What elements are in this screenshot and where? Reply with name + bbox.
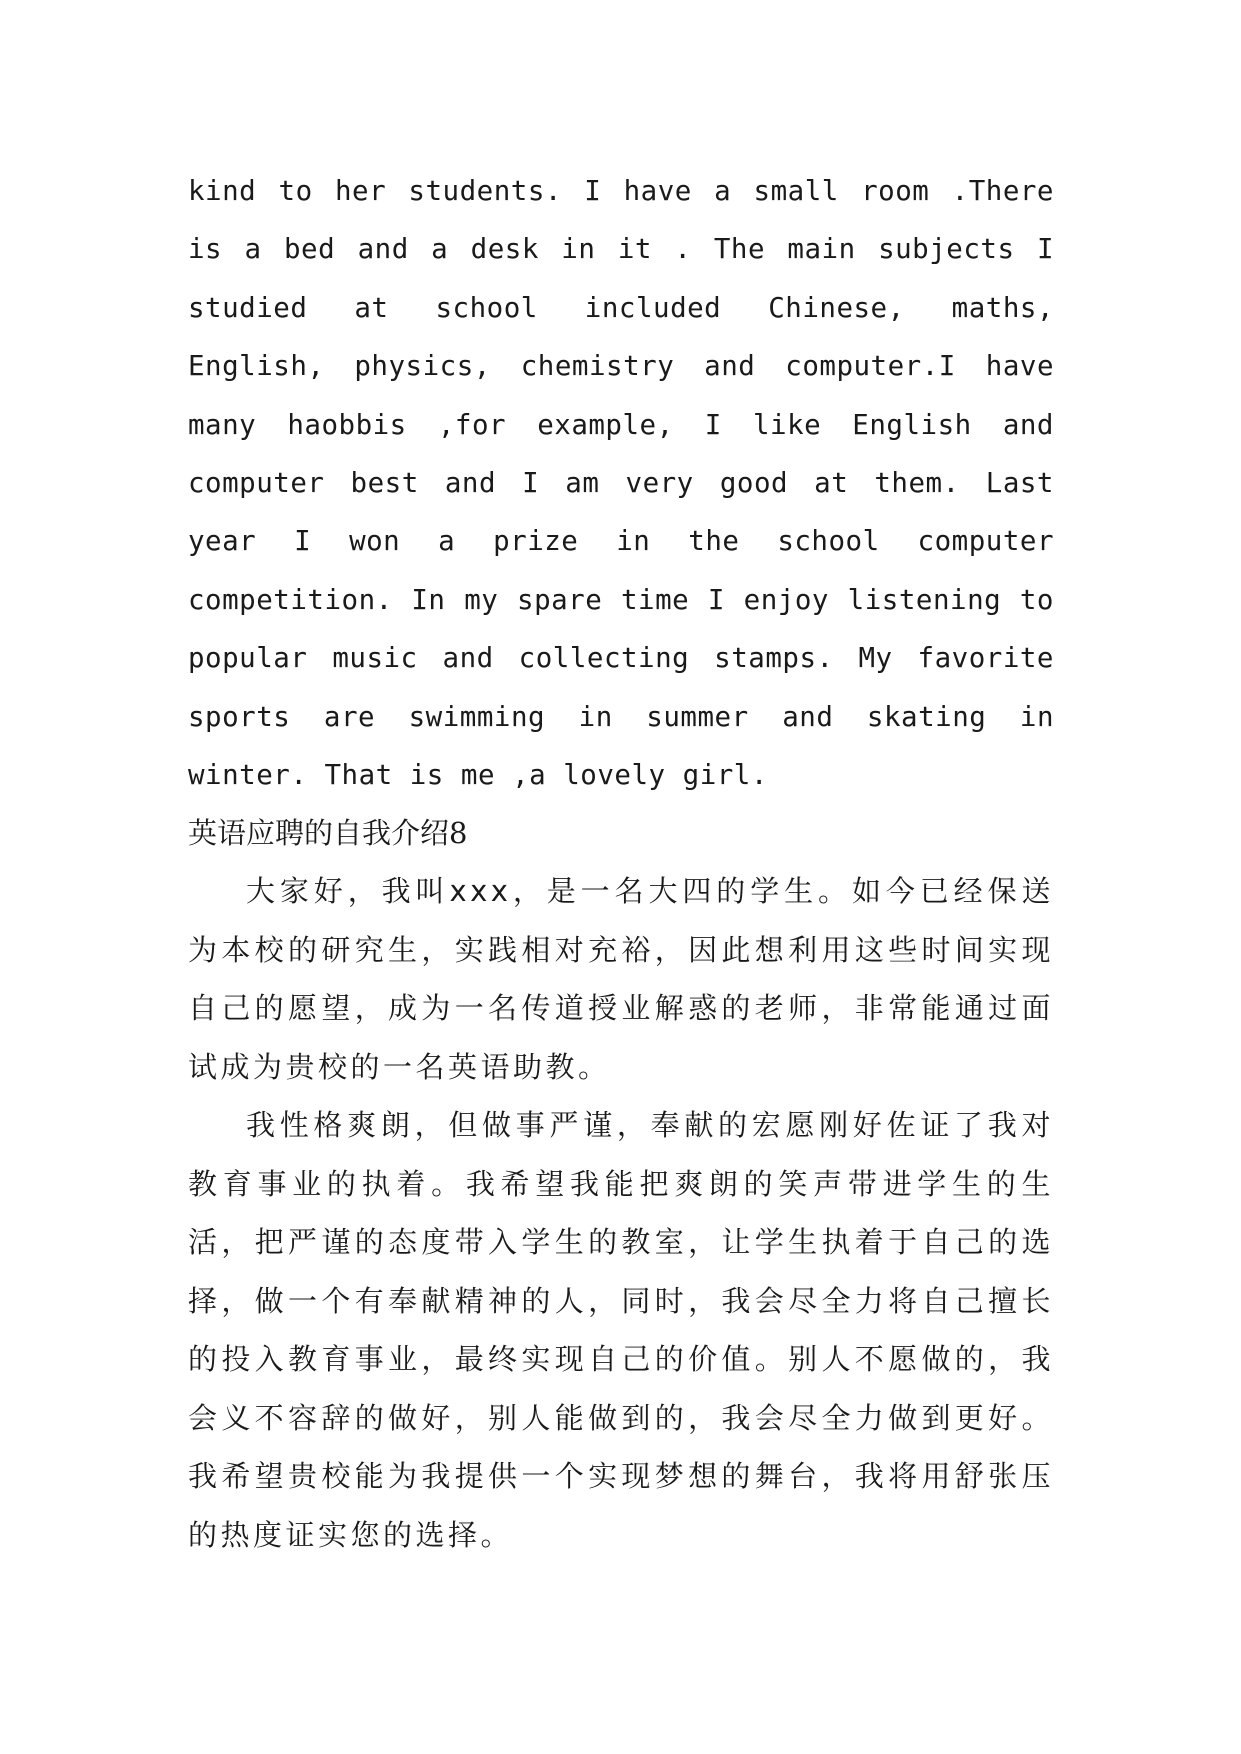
- english-paragraph: kind to her students. I have a small room .There is a bed and a desk in it . The main subjects I studied at school included Chinese, maths, English, physics, chemistry and computer.I have many haobbis ,for example, I like English and computer best and I am very good at them. Last year I won a prize in the school computer competition. In my spare time I enjoy listening to popular music and collecting stamps. My favorite sports are swimming in summer and skating in winter. That is me ,a lovely girl.: [188, 175, 1054, 792]
- chinese-paragraph-1: 大家好，我叫xxx，是一名大四的学生。如今已经保送为本校的研究生，实践相对充裕，因此想利用这些时间实现自己的愿望，成为一名传道授业解惑的老师，非常能通过面试成为贵校的一名英语助教。: [188, 874, 1054, 1084]
- section-heading: 英语应聘的自我介绍8: [188, 816, 468, 851]
- chinese-paragraph-2: 我性格爽朗，但做事严谨，奉献的宏愿刚好佐证了我对教育事业的执着。我希望我能把爽朗的笑声带进学生的生活，把严谨的态度带入学生的教室，让学生执着于自己的选择，做一个有奉献精神的人，同时，我会尽全力将自己擅长的投入教育事业，最终实现自己的价值。别人不愿做的，我会义不容辞的做好，别人能做到的，我会尽全力做到更好。我希望贵校能为我提供一个实现梦想的舞台，我将用舒张压的热度证实您的选择。: [188, 1108, 1054, 1552]
- document-page: [188, 162, 1054, 1564]
